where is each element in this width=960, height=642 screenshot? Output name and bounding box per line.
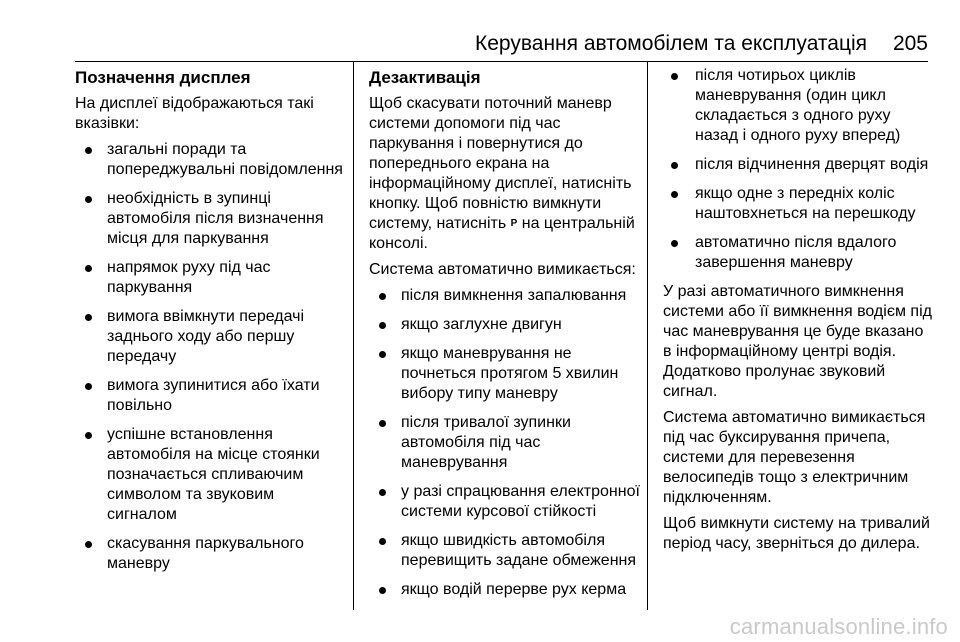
section-heading-deactivation: Дезактивація: [369, 68, 481, 87]
list-item: якщо швидкість автомобіля перевищить задане обмеження: [369, 531, 641, 571]
list-item: у разі спрацювання електронної системи курсової стійкості: [369, 482, 641, 522]
list-item: після вимкнення запалювання: [369, 286, 641, 306]
list-item: якщо заглухне двигун: [369, 315, 641, 335]
auto-off-list-continued: [663, 66, 935, 273]
deactivation-text-part2: на центральній консолі.: [369, 215, 635, 252]
park-assist-button-icon: P: [510, 218, 518, 229]
column-2: [369, 66, 641, 609]
column-divider-1: [353, 62, 354, 610]
display-indications-list: [75, 140, 347, 574]
column-1: [75, 66, 347, 583]
deactivation-text-part1: Щоб скасувати поточний маневр системи допомоги під час паркування і повернутися до попереднього екрана на інформаційному дисплеї, натисніть кнопку. Щоб повністю вимкнути систему, натисніть: [369, 95, 632, 232]
section-heading-display: Позначення дисплея: [75, 68, 251, 87]
list-item: скасування паркувального маневру: [75, 534, 347, 574]
list-item: напрямок руху під час паркування: [75, 258, 347, 298]
list-item: необхідність в зупинці автомобіля після визначення місця для паркування: [75, 189, 347, 249]
list-item: після чотирьох циклів маневрування (один цикл складається з одного руху назад і одного руху вперед): [663, 66, 935, 146]
page-number: 205: [892, 32, 928, 55]
paragraph-deactivation-notice: У разі автоматичного вимкнення системи або її вимкнення водієм під час маневрування це буде вказано в інформаційному центрі водія. Додатково пролунає звуковий сигнал.: [663, 283, 932, 400]
list-item: якщо водій перерве рух керма: [369, 580, 641, 600]
paragraph-dealer: Щоб вимкнути систему на тривалий період часу, зверніться до дилера.: [663, 515, 930, 552]
list-item: автоматично після вдалого завершення маневру: [663, 233, 935, 273]
list-item: загальні поради та попереджувальні повідомлення: [75, 140, 347, 180]
page-header: [75, 22, 928, 62]
watermark: carmanualsonline.info: [729, 614, 948, 639]
list-item: якщо одне з передніх коліс наштовхнеться на перешкоду: [663, 184, 935, 224]
paragraph-towing: Система автоматично вимикається під час буксирування причепа, системи для перевезення велосипедів тощо з електричним підключенням.: [663, 409, 926, 506]
list-item: вимога ввімкнути передачі заднього ходу або першу передачу: [75, 307, 347, 367]
header-title: Керування автомобілем та експлуатація: [475, 32, 868, 55]
list-item: успішне встановлення автомобіля на місце стоянки позначається спливаючим символом та звуковим сигналом: [75, 425, 347, 525]
auto-off-list: [369, 286, 641, 600]
intro-text: На дисплеї відображаються такі вказівки:: [75, 95, 314, 132]
header-rule: [75, 61, 928, 62]
list-item: якщо маневрування не почнеться протягом 5 хвилин вибору типу маневру: [369, 344, 641, 404]
deactivation-paragraph: [369, 94, 641, 254]
auto-off-intro: Система автоматично вимикається:: [369, 261, 636, 278]
list-item: після відчинення дверцят водія: [663, 155, 935, 175]
column-divider-2: [647, 62, 648, 610]
list-item: вимога зупинитися або їхати повільно: [75, 376, 347, 416]
column-3: [663, 66, 935, 560]
list-item: після тривалої зупинки автомобіля під час маневрування: [369, 413, 641, 473]
